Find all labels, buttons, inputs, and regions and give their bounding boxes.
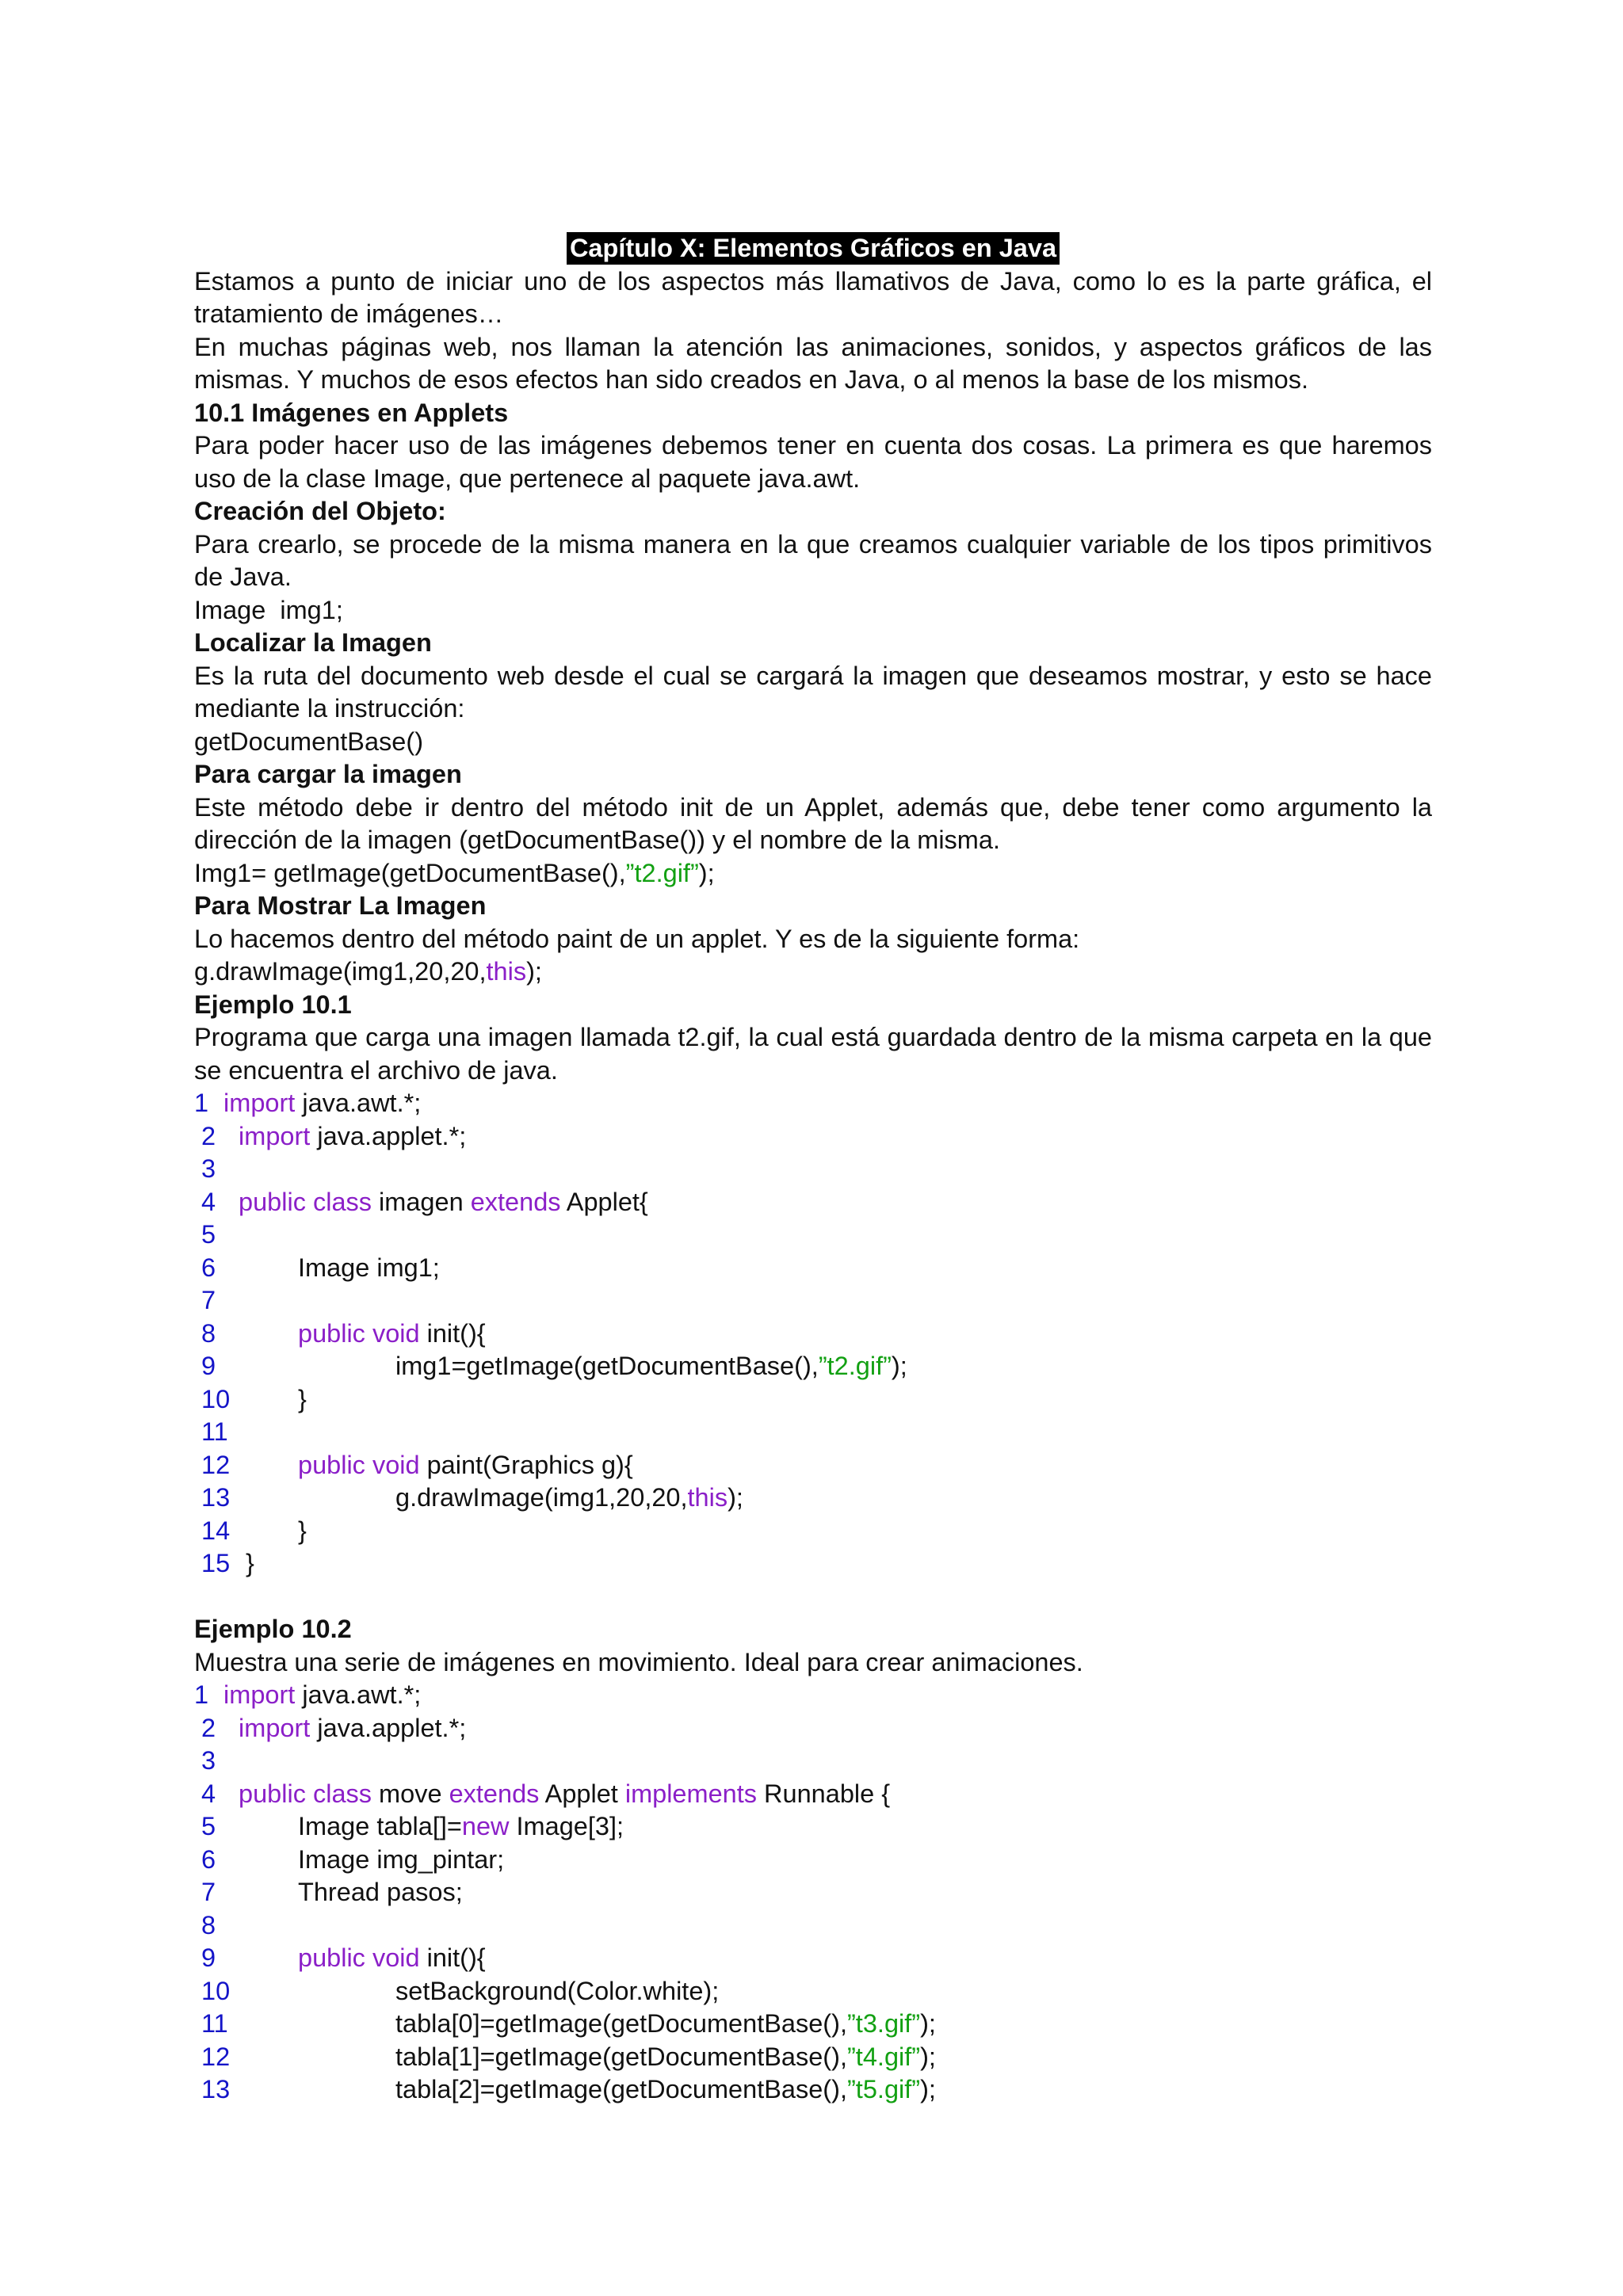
line-number: 6 xyxy=(201,1253,216,1282)
line-number: 14 xyxy=(201,1516,231,1545)
code-line xyxy=(194,1416,1432,1449)
code-line xyxy=(194,1219,1432,1252)
cargar-code xyxy=(194,857,1432,891)
code-line xyxy=(194,1876,1432,1909)
code-string: ”t5.gif” xyxy=(846,2075,921,2103)
code-line xyxy=(194,1909,1432,1943)
code-text: paint(Graphics g){ xyxy=(419,1450,633,1479)
code-line xyxy=(194,2041,1432,2074)
example-10-2-text: Muestra una serie de imágenes en movimiento. Ideal para crear animaciones. xyxy=(194,1647,1083,1676)
code-line xyxy=(194,1153,1432,1186)
code-line xyxy=(194,1350,1432,1383)
code-line xyxy=(194,1482,1432,1515)
code-keyword: public class xyxy=(239,1779,372,1808)
line-number: 7 xyxy=(201,1286,216,1314)
localizar-heading: Localizar la Imagen xyxy=(194,628,432,657)
code-text: Img1= getImage(getDocumentBase(), xyxy=(194,858,626,887)
code-keyword: extends xyxy=(470,1187,561,1216)
line-number: 15 xyxy=(201,1549,231,1577)
code-text: img1=getImage(getDocumentBase(), xyxy=(395,1352,819,1380)
code-keyword: public void xyxy=(298,1450,420,1479)
code-line xyxy=(194,1679,1432,1712)
code-string: ”t2.gif” xyxy=(818,1352,892,1380)
line-number: 12 xyxy=(201,2042,231,2071)
code-text: tabla[1]=getImage(getDocumentBase(), xyxy=(395,2042,847,2071)
code-text: Image tabla[]= xyxy=(298,1812,462,1840)
code-text: g.drawImage(img1,20,20, xyxy=(395,1483,688,1512)
line-number: 5 xyxy=(201,1812,216,1840)
code-line xyxy=(194,1547,1432,1581)
code-line xyxy=(194,1383,1432,1417)
example-10-2-code xyxy=(194,1679,1432,2107)
mostrar-heading: Para Mostrar La Imagen xyxy=(194,891,487,920)
cargar-heading: Para cargar la imagen xyxy=(194,760,462,788)
code-text: java.awt.*; xyxy=(295,1680,422,1709)
cargar-text: Este método debe ir dentro del método init de un Applet, además que, debe tener como argumento la dirección de la imagen (getDocumentBase()) y el nombre de la misma. xyxy=(194,792,1432,854)
line-number: 6 xyxy=(201,1844,216,1874)
line-number: 1 xyxy=(194,1680,209,1709)
code-string: ”t2.gif” xyxy=(625,858,699,887)
code-text: Image[3]; xyxy=(509,1812,624,1840)
example-10-1-heading: Ejemplo 10.1 xyxy=(194,990,352,1019)
spacer xyxy=(194,1581,1432,1614)
mostrar-code xyxy=(194,955,1432,989)
code-text: } xyxy=(239,1549,254,1577)
code-keyword: import xyxy=(223,1680,296,1709)
code-text: ); xyxy=(920,2009,936,2038)
example-10-1-code xyxy=(194,1087,1432,1581)
intro-paragraph-1: Estamos a punto de iniciar uno de los aspectos más llamativos de Java, como lo es la parte gráfica, el tratamiento de imágenes… xyxy=(194,266,1432,328)
localizar-code: getDocumentBase() xyxy=(194,727,424,756)
code-text: ); xyxy=(920,2075,936,2103)
line-number: 1 xyxy=(194,1089,209,1117)
code-text: setBackground(Color.white); xyxy=(395,1976,720,2005)
code-text: ); xyxy=(727,1483,743,1512)
code-text: tabla[2]=getImage(getDocumentBase(), xyxy=(395,2075,847,2103)
code-keyword: import xyxy=(239,1121,311,1150)
line-number: 9 xyxy=(201,1943,216,1972)
line-number: 2 xyxy=(201,1121,216,1150)
code-line xyxy=(194,1810,1432,1844)
code-text: init(){ xyxy=(419,1318,486,1348)
code-keyword: import xyxy=(239,1713,311,1742)
code-line xyxy=(194,1844,1432,1877)
line-number: 5 xyxy=(201,1220,216,1249)
code-line xyxy=(194,1975,1432,2008)
code-string: ”t3.gif” xyxy=(846,2009,921,2038)
example-10-2-heading: Ejemplo 10.2 xyxy=(194,1615,352,1643)
creacion-text: Para crearlo, se procede de la misma manera en la que creamos cualquier variable de los tipos primitivos de Java. xyxy=(194,529,1432,591)
code-line xyxy=(194,1515,1432,1548)
code-keyword: this xyxy=(687,1483,728,1512)
code-text: Applet xyxy=(539,1779,625,1808)
line-number: 13 xyxy=(201,2075,231,2103)
code-text: ); xyxy=(526,957,542,986)
code-line xyxy=(194,1120,1432,1154)
code-text: g.drawImage(img1,20,20, xyxy=(194,957,487,986)
line-number: 9 xyxy=(201,1352,216,1380)
section-heading-10-1: 10.1 Imágenes en Applets xyxy=(194,398,509,427)
line-number: 7 xyxy=(201,1878,216,1906)
code-text: ); xyxy=(698,858,715,887)
creacion-code: Image img1; xyxy=(194,595,343,624)
code-keyword: public class xyxy=(239,1187,372,1216)
code-text: move xyxy=(372,1779,449,1808)
chapter-title: Capítulo X: Elementos Gráficos en Java xyxy=(567,232,1060,265)
example-10-1-text: Programa que carga una imagen llamada t2.gif, la cual está guardada dentro de la misma carpeta en la que se encuentra el archivo de java. xyxy=(194,1023,1432,1085)
code-text: tabla[0]=getImage(getDocumentBase(), xyxy=(395,2009,847,2038)
code-text: ); xyxy=(920,2042,936,2071)
code-text: imagen xyxy=(372,1187,471,1216)
code-line xyxy=(194,1087,1432,1120)
intro-paragraph-2: En muchas páginas web, nos llaman la atención las animaciones, sonidos, y aspectos gráficos de las mismas. Y muchos de esos efectos han sido creados en Java, o al menos la base de los mismos. xyxy=(194,332,1432,394)
code-text: java.applet.*; xyxy=(310,1121,467,1150)
code-keyword: public void xyxy=(298,1318,420,1348)
line-number: 10 xyxy=(201,1384,231,1413)
code-text: Applet{ xyxy=(560,1187,648,1216)
code-text: init(){ xyxy=(419,1943,486,1972)
code-line xyxy=(194,1186,1432,1219)
code-line xyxy=(194,1284,1432,1318)
line-number: 3 xyxy=(201,1746,216,1775)
code-text: Runnable { xyxy=(757,1779,891,1808)
code-line xyxy=(194,1252,1432,1285)
code-text: Image img_pintar; xyxy=(298,1844,505,1874)
line-number: 4 xyxy=(201,1187,216,1216)
title-row xyxy=(194,232,1432,265)
line-number: 3 xyxy=(201,1154,216,1183)
document-content xyxy=(194,232,1432,2107)
code-line xyxy=(194,1745,1432,1778)
code-line xyxy=(194,1449,1432,1482)
line-number: 12 xyxy=(201,1450,231,1479)
code-keyword: new xyxy=(461,1812,510,1840)
code-line xyxy=(194,2008,1432,2041)
code-keyword: extends xyxy=(449,1779,540,1808)
line-number: 13 xyxy=(201,1483,231,1512)
code-line xyxy=(194,2073,1432,2107)
localizar-text: Es la ruta del documento web desde el cual se cargará la imagen que deseamos mostrar, y esto se hace mediante la instrucción: xyxy=(194,661,1432,723)
code-keyword: public void xyxy=(298,1943,420,1972)
line-number: 11 xyxy=(201,1417,228,1446)
code-text: } xyxy=(298,1384,307,1413)
line-number: 11 xyxy=(201,2009,228,2038)
code-line xyxy=(194,1778,1432,1811)
mostrar-text: Lo hacemos dentro del método paint de un applet. Y es de la siguiente forma: xyxy=(194,924,1080,953)
code-line xyxy=(194,1712,1432,1745)
line-number: 4 xyxy=(201,1779,216,1808)
line-number: 8 xyxy=(201,1910,216,1939)
code-text: java.applet.*; xyxy=(310,1713,467,1742)
code-text: Image img1; xyxy=(298,1253,440,1282)
creacion-heading: Creación del Objeto: xyxy=(194,497,446,525)
section-10-1-text: Para poder hacer uso de las imágenes debemos tener en cuenta dos cosas. La primera es que haremos uso de la clase Image, que pertenece al paquete java.awt. xyxy=(194,431,1432,493)
code-text: } xyxy=(298,1516,307,1545)
code-keyword: this xyxy=(486,957,527,986)
code-keyword: import xyxy=(223,1089,296,1117)
code-line xyxy=(194,1318,1432,1351)
line-number: 8 xyxy=(201,1318,216,1348)
code-text: ); xyxy=(891,1352,907,1380)
line-number: 2 xyxy=(201,1713,216,1742)
code-text: Thread pasos; xyxy=(298,1878,463,1906)
code-string: ”t4.gif” xyxy=(846,2042,921,2071)
line-number: 10 xyxy=(201,1976,231,2005)
code-keyword: implements xyxy=(624,1779,758,1808)
code-text: java.awt.*; xyxy=(295,1089,422,1117)
code-line xyxy=(194,1942,1432,1975)
